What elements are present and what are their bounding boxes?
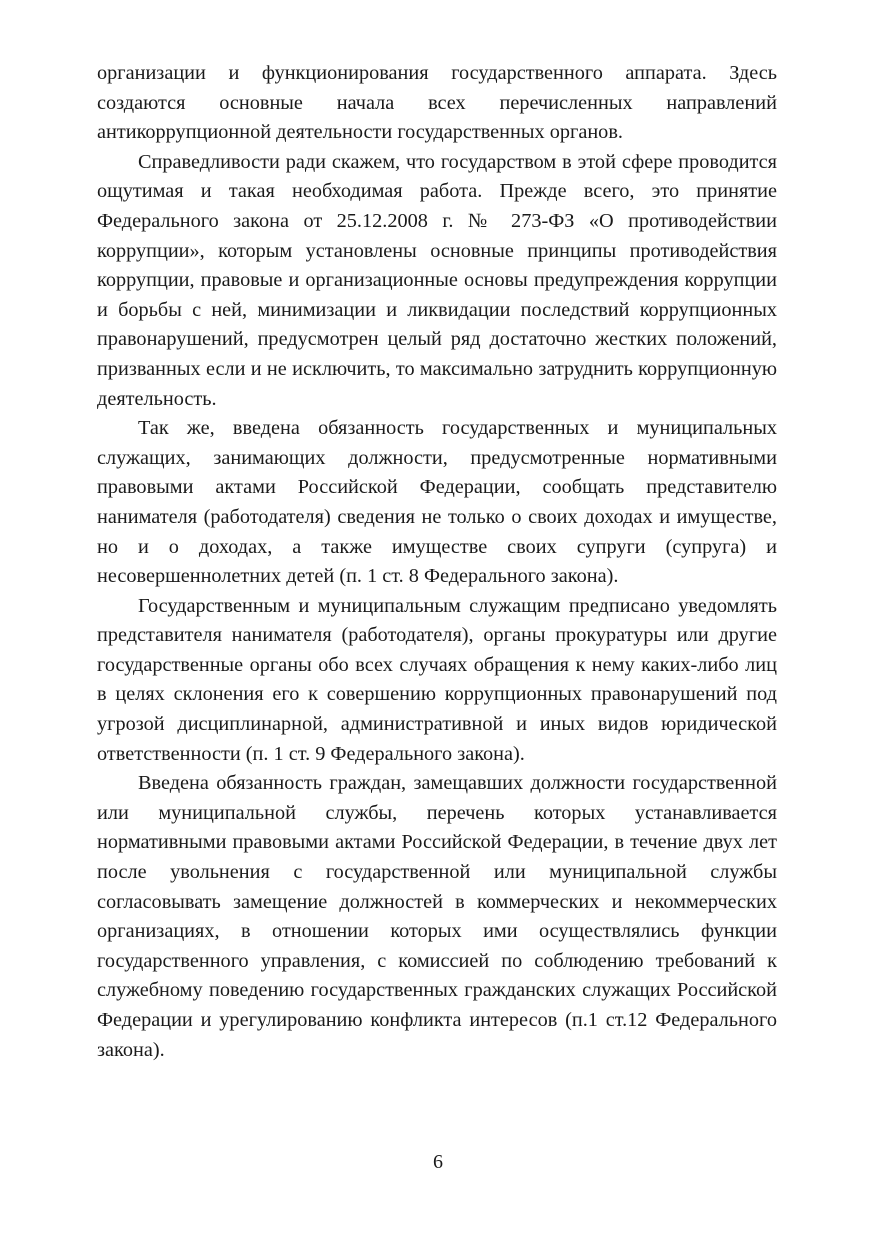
body-text (97, 59, 777, 1065)
paragraph-notification-duty: Государственным и муниципальным служащим предписано уведомлять представителя нанимателя (работодателя), органы прокуратуры или другие государственные органы обо всех случаях обращения к нему каких-либо лиц в целях склонения его к совершению коррупционных правонарушений под угрозой дисциплинарной, административной и иных видов юридической ответственности (п. 1 ст. 9 Федерального закона). (97, 594, 777, 765)
page-number: 6 (433, 1151, 443, 1173)
paragraph-continuation: организации и функционирования государственного аппарата. Здесь создаются основные начала всех перечисленных направлений антикоррупционной деятельности государственных органов. (97, 62, 777, 144)
paragraph-income-reporting: Так же, введена обязанность государственных и муниципальных служащих, занимающих должности, предусмотренные нормативными правовыми актами Российской Федерации, сообщать представителю нанимателя (работодателя) сведения не только о своих доходах и имуществе, но и о доходах, а также имуществе своих супруги (супруга) и несовершеннолетних детей (п. 1 ст. 8 Федерального закона). (97, 417, 777, 588)
paragraph-federal-law: Справедливости ради скажем, что государством в этой сфере проводится ощутимая и такая необходимая работа. Прежде всего, это принятие Федерального закона от 25.12.2008 г. № 273-ФЗ «О противодействии коррупции», которым установлены основные принципы противодействия коррупции, правовые и организационные основы предупреждения коррупции и борьбы с ней, минимизации и ликвидации последствий коррупционных правонарушений, предусмотрен целый ряд достаточно жестких положений, призванных если и не исключить, то максимально затруднить коррупционную деятельность. (97, 150, 777, 410)
paragraph-post-service: Введена обязанность граждан, замещавших должности государственной или муниципальной службы, перечень которых устанавливается нормативными правовыми актами Российской Федерации, в течение двух лет после увольнения с государственной или муниципальной службы согласовывать замещение должностей в коммерческих и некоммерческих организациях, в отношении которых ими осуществлялись функции государственного управления, с комиссией по соблюдению требований к служебному поведению государственных гражданских служащих Российской Федерации и урегулированию конфликта интересов (п.1 ст.12 Федерального закона). (97, 772, 777, 1061)
